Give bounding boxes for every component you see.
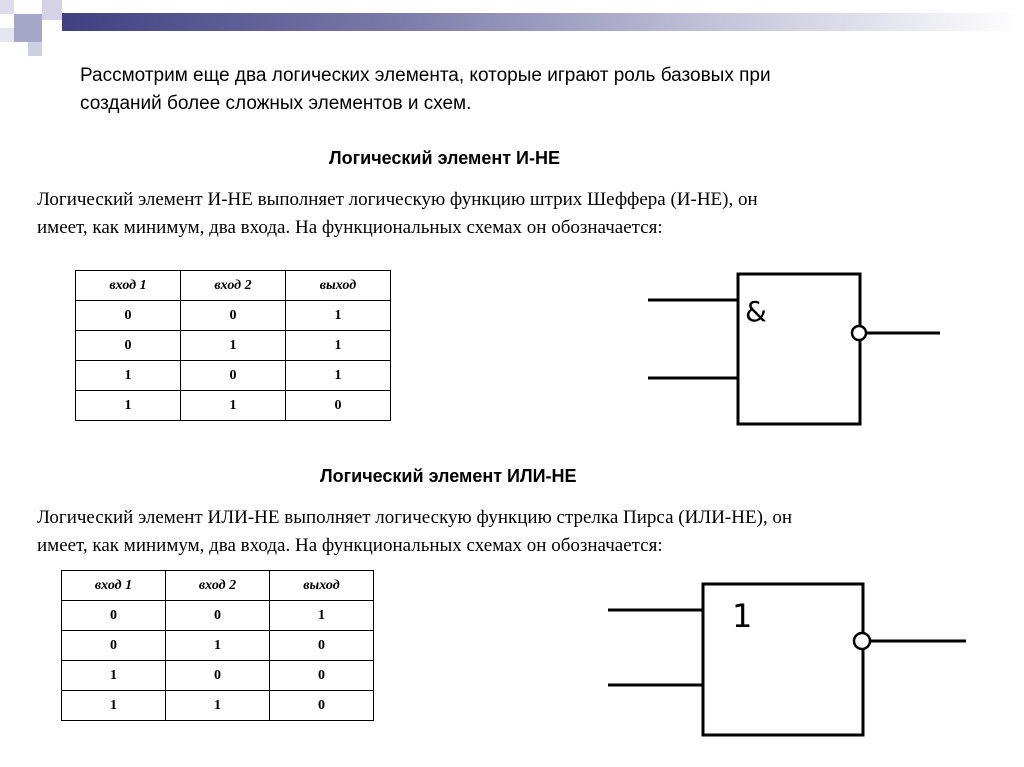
table-row: 0 0 1 [62,601,374,631]
nor-description: Логический элемент ИЛИ-НЕ выполняет логическую функцию стрелка Пирса (ИЛИ-НЕ), он имеет, как минимум, два входа. На функциональных схемах он обозначается: [37,507,793,556]
nand-heading: Логический элемент И-НЕ [329,148,560,168]
table-row: 1 0 0 [62,661,374,691]
table-row: 1 1 0 [76,391,391,421]
column-header: вход 2 [181,271,286,301]
column-header: вход 1 [62,571,166,601]
column-header: вход 1 [76,271,181,301]
nor-truth-table [61,570,374,721]
column-header: выход [270,571,374,601]
nor-heading: Логический элемент ИЛИ-НЕ [320,466,577,486]
slide-header-decoration [0,0,1024,60]
table-header-row [62,571,374,601]
table-header-row [76,271,391,301]
gate-label: 1 [732,597,753,635]
column-header: вход 2 [166,571,270,601]
table-row: 0 1 0 [62,631,374,661]
table-row: 1 0 1 [76,361,391,391]
nor-gate-symbol [600,575,980,740]
gate-body [703,584,863,735]
table-row: 0 1 1 [76,331,391,361]
column-header: выход [286,271,391,301]
nand-truth-table [75,270,391,421]
inversion-bubble [854,633,870,649]
table-row: 0 0 1 [76,301,391,331]
table-row: 1 1 0 [62,691,374,721]
header-gradient-bar [62,13,1024,31]
nand-description: Логический элемент И-НЕ выполняет логическую функцию штрих Шеффера (И-НЕ), он имеет, как минимум, два входа. На функциональных схемах он обозначается: [37,189,758,238]
inversion-bubble [852,326,866,340]
gate-label: & [745,295,767,328]
nand-gate-symbol [640,265,950,430]
intro-text: Рассмотрим еще два логических элемента, которые играют роль базовых при созданий более сложных элементов и схем. [80,65,771,114]
